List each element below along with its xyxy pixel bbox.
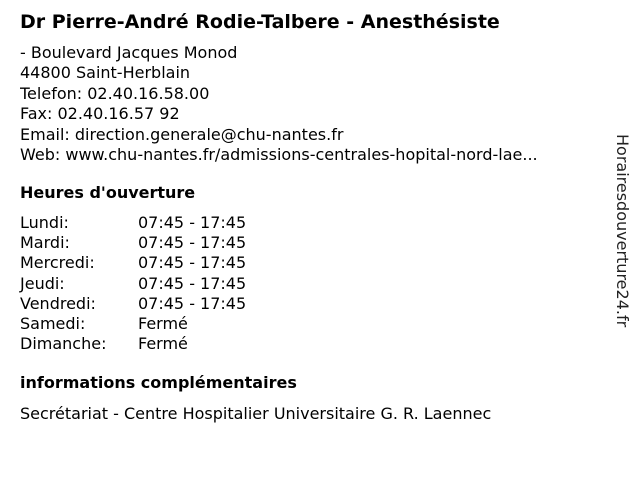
brand-watermark: Horairesdouverture24.fr <box>613 134 632 328</box>
hours-row-wednesday <box>20 253 246 273</box>
website-link: Web: www.chu-nantes.fr/admissions-centrales-hopital-nord-lae... <box>20 145 538 165</box>
day-label: Mardi: <box>20 233 70 253</box>
day-label: Dimanche: <box>20 334 107 354</box>
day-label: Samedi: <box>20 314 86 334</box>
time-value: 07:45 - 17:45 <box>138 213 247 232</box>
time-value: 07:45 - 17:45 <box>138 253 247 273</box>
time-value: Fermé <box>138 314 188 334</box>
street-address: - Boulevard Jacques Monod <box>20 43 238 62</box>
day-label: Vendredi: <box>20 293 96 313</box>
day-label: Lundi: <box>20 213 69 232</box>
phone-number: Telefon: 02.40.16.58.00 <box>20 83 210 103</box>
time-value: 07:45 - 17:45 <box>138 293 247 313</box>
fax-number: Fax: 02.40.16.57 92 <box>20 104 180 124</box>
contact-block <box>20 43 605 165</box>
hours-row-tuesday <box>20 233 246 253</box>
day-label: Jeudi: <box>20 273 65 293</box>
hours-row-friday <box>20 294 246 314</box>
hours-row-monday <box>20 213 246 233</box>
hours-row-sunday <box>20 334 246 354</box>
day-label: Mercredi: <box>20 253 95 273</box>
hours-row-thursday <box>20 274 246 294</box>
page-title: Dr Pierre-André Rodie-Talbere - Anesthésiste <box>20 11 500 33</box>
time-value: 07:45 - 17:45 <box>138 233 247 253</box>
additional-info-heading: informations complémentaires <box>20 373 297 392</box>
additional-info-text: Secrétariat - Centre Hospitalier Universitaire G. R. Laennec <box>20 404 492 423</box>
opening-hours-list <box>20 213 246 354</box>
email-address: Email: direction.generale@chu-nantes.fr <box>20 124 344 144</box>
time-value: 07:45 - 17:45 <box>138 273 247 293</box>
opening-hours-heading: Heures d'ouverture <box>20 183 196 202</box>
time-value: Fermé <box>138 334 188 354</box>
hours-row-saturday <box>20 314 246 334</box>
city-address: 44800 Saint-Herblain <box>20 63 191 83</box>
